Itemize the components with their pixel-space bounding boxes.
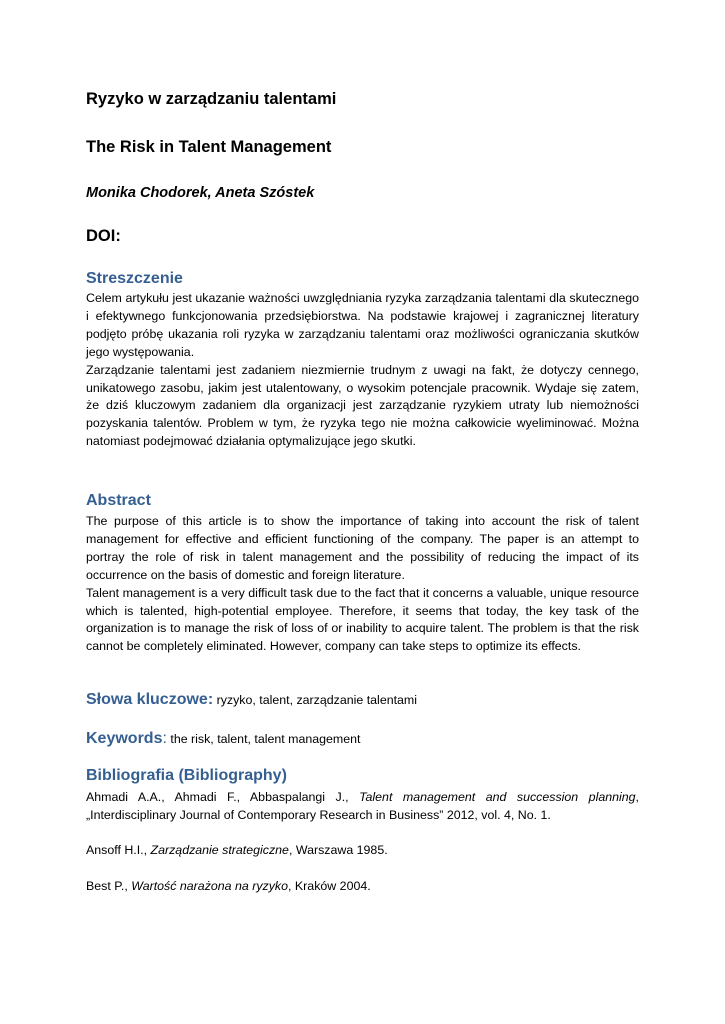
bibliography-heading: Bibliografia (Bibliography) — [86, 767, 287, 784]
reference-title: Zarządzanie strategiczne — [150, 843, 289, 857]
keywords-english — [86, 729, 360, 749]
reference-authors: Ansoff H.I., — [86, 843, 151, 857]
reference-details: , „Interdisciplinary Journal of Contemporary Research in Business” 2012, vol. 4, No. 1. — [86, 790, 639, 822]
reference-details: , Warszawa 1985. — [288, 843, 388, 857]
keywords-polish — [86, 690, 417, 710]
reference-title: Talent management and succession planning — [359, 790, 636, 804]
keywords-polish-label: Słowa kluczowe: — [86, 691, 214, 708]
reference-item — [86, 789, 639, 825]
reference-details: , Kraków 2004. — [288, 879, 371, 893]
abstract-heading: Abstract — [86, 492, 151, 509]
title-polish: Ryzyko w zarządzaniu talentami — [86, 90, 337, 108]
keywords-english-label: Keywords — [86, 730, 163, 747]
reference-authors: Best P., — [86, 879, 132, 893]
streszczenie-heading: Streszczenie — [86, 270, 183, 287]
reference-authors: Ahmadi A.A., Ahmadi F., Abbaspalangi J., — [86, 790, 360, 804]
abstract-paragraph: The purpose of this article is to show the importance of taking into account the risk of talent management for effective and efficient functioning of the company. The paper is an attempt to portray the role of risk in talent management and the possibility of reducing the impact of its occurrence on the basis of domestic and foreign literature. — [86, 514, 639, 582]
title-english: The Risk in Talent Management — [86, 138, 332, 156]
streszczenie-paragraph: Zarządzanie talentami jest zadaniem niezmiernie trudnym z uwagi na fakt, że dotyczy cennego, unikatowego zasobu, jakim jest utalentowany, o wysokim potencjale pracownik. Wydaje się zatem, że dziś kluczowym zadaniem dla organizacji jest zarządzanie ryzykiem utraty lub niemożności pozyskania talentów. Problem w tym, że ryzyka tego nie można całkowicie wyeliminować. Można natomiast podejmować działania optymalizujące jego skutki. — [86, 362, 639, 449]
keywords-english-text: the risk, talent, talent management — [170, 732, 361, 746]
reference-title: Wartość narażona na ryzyko — [131, 879, 289, 893]
doi-label: DOI: — [86, 227, 121, 245]
reference-item — [86, 842, 639, 860]
keywords-polish-text: ryzyko, talent, zarządzanie talentami — [216, 693, 418, 707]
streszczenie-body — [86, 290, 639, 451]
authors: Monika Chodorek, Aneta Szóstek — [86, 185, 315, 201]
streszczenie-paragraph: Celem artykułu jest ukazanie ważności uwzględniania ryzyka zarządzania talentami dla skutecznego i efektywnego funkcjonowania przedsiębiorstwa. Na podstawie krajowej i zagranicznej literatury podjęto próbę ukazania roli ryzyka w zarządzaniu talentami oraz możliwości ograniczania skutków jego występowania. — [86, 291, 639, 359]
keywords-english-separator: : — [162, 730, 167, 747]
abstract-paragraph: Talent management is a very difficult task due to the fact that it concerns a valuable, unique resource which is talented, high-potential employee. Therefore, it seems that today, the key task of the organization is to manage the risk of loss of or inability to acquire talent. The problem is that the risk cannot be completely eliminated. However, company can take steps to optimize its effects. — [86, 585, 639, 654]
reference-item — [86, 878, 639, 896]
abstract-body — [86, 513, 639, 656]
